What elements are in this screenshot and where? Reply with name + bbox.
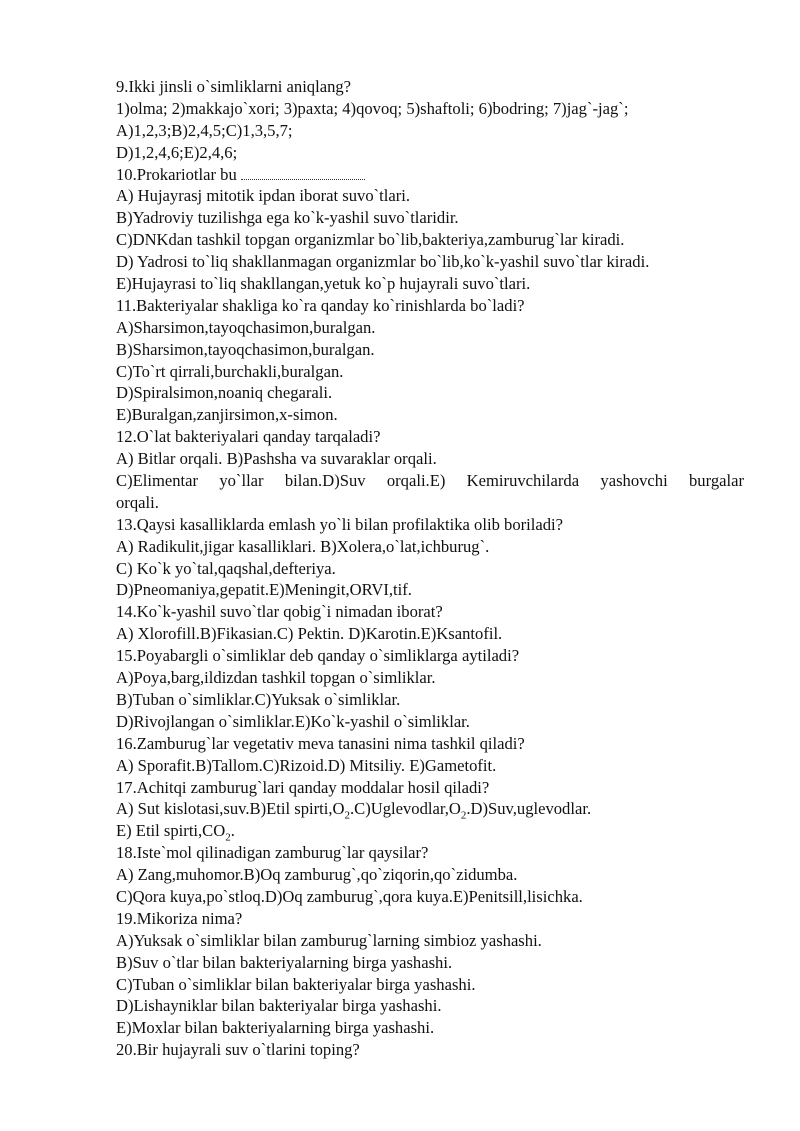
question-9-answers-d-e: D)1,2,4,6;E)2,4,6; [116,142,238,162]
answer-blank [241,170,365,180]
question-15-answer-a: A)Poya,barg,ildizdan tashkil topgan o`simliklar. [116,668,436,688]
question-19-answer-e: E)Moxlar bilan bakteriyalarning birga yashashi. [116,1018,435,1038]
answer-text: .D)Suv,uglevodlar. [466,799,592,819]
question-12-answers-continued: orqali. [116,492,159,512]
question-15: 15.Poyabargli o`simliklar deb qanday o`simliklarga aytiladi? [116,646,520,666]
subscript: 2 [460,809,467,822]
question-17-answers-a-d [116,798,744,820]
question-10-text: 10.Prokariotlar bu [116,164,237,184]
question-16-answers: A) Sporafit.B)Tallom.C)Rizoid.D) Mitsiliy. E)Gametofit. [116,755,497,775]
question-11-answer-c: C)To`rt qirrali,burchakli,buralgan. [116,361,344,381]
answer-text: E) Etil spirti,CO [116,821,226,841]
question-12: 12.O`lat bakteriyalari qanday tarqaladi? [116,427,381,447]
question-13-answer-c: C) Ko`k yo`tal,qaqshal,defteriya. [116,558,336,578]
question-16: 16.Zamburug`lar vegetativ meva tanasini nima tashkil qiladi? [116,733,525,753]
question-11-answer-a: A)Sharsimon,tayoqchasimon,buralgan. [116,317,376,337]
question-13-answers-a-b: A) Radikulit,jigar kasalliklari. B)Xolera,o`lat,ichburug`. [116,536,490,556]
question-17: 17.Achitqi zamburug`lari qanday moddalar hosil qiladi? [116,777,490,797]
question-19-answer-d: D)Lishayniklar bilan bakteriyalar birga yashashi. [116,996,442,1016]
document-page [116,76,744,1061]
answer-text: . [230,821,235,841]
question-11: 11.Bakteriyalar shakliga ko`ra qanday ko`rinishlarda bo`ladi? [116,295,525,315]
question-14: 14.Ko`k-yashil suvo`tlar qobig`i nimadan iborat? [116,602,443,622]
question-10-answer-d: D) Yadrosi to`liq shakllanmagan organizmlar bo`lib,ko`k-yashil suvo`tlar kiradi. [116,252,650,272]
question-10-answer-a: A) Hujayrasj mitotik ipdan iborat suvo`tlari. [116,186,411,206]
question-12-answers-a-b: A) Bitlar orqali. B)Pashsha va suvaraklar orqali. [116,449,437,469]
question-19-answer-a: A)Yuksak o`simliklar bilan zamburug`larning simbioz yashashi. [116,930,542,950]
question-10 [116,164,744,186]
question-11-answer-d: D)Spiralsimon,noaniq chegarali. [116,383,333,403]
question-11-answer-e: E)Buralgan,zanjirsimon,x-simon. [116,405,338,425]
question-10-answer-e: E)Hujayrasi to`liq shakllangan,yetuk ko`p hujayrali suvo`tlari. [116,274,531,294]
question-17-answer-e [116,820,744,842]
question-13-answers-d-e: D)Pneomaniya,gepatit.E)Meningit,ORVI,tif. [116,580,412,600]
question-15-answers-d-e: D)Rivojlangan o`simliklar.E)Ko`k-yashil o`simliklar. [116,711,470,731]
question-20: 20.Bir hujayrali suv o`tlarini toping? [116,1040,360,1060]
question-10-answer-b: B)Yadroviy tuzilishga ega ko`k-yashil suvo`tlaridir. [116,208,459,228]
question-18-answers-a-b: A) Zang,muhomor.B)Oq zamburug`,qo`ziqorin,qo`zidumba. [116,865,518,885]
question-13: 13.Qaysi kasalliklarda emlash yo`li bilan profilaktika olib boriladi? [116,514,563,534]
answer-text: A) Sut kislotasi,suv.B)Etil spirti,O [116,799,345,819]
question-11-answer-b: B)Sharsimon,tayoqchasimon,buralgan. [116,339,375,359]
question-18-answers-c-e: C)Qora kuya,po`stloq.D)Oq zamburug`,qora kuya.E)Penitsill,lisichka. [116,886,583,906]
answer-text: .C)Uglevodlar,O [349,799,461,819]
question-9: 9.Ikki jinsli o`simliklarni aniqlang? [116,77,352,96]
subscript: 2 [225,831,231,844]
question-10-answer-c: C)DNKdan tashkil topgan organizmlar bo`lib,bakteriya,zamburug`lar kiradi. [116,230,625,250]
question-19: 19.Mikoriza nima? [116,908,243,928]
subscript: 2 [344,809,350,822]
question-19-answer-b: B)Suv o`tlar bilan bakteriyalarning birga yashashi. [116,952,453,972]
question-9-options: 1)olma; 2)makkajo`xori; 3)paxta; 4)qovoq; 5)shaftoli; 6)bodring; 7)jag`-jag`; [116,98,629,118]
question-9-answers-a-c: A)1,2,3;B)2,4,5;C)1,3,5,7; [116,120,293,140]
question-14-answers: A) Xlorofill.B)Fikasian.C) Pektin. D)Karotin.E)Ksantofil. [116,624,503,644]
question-15-answers-b-c: B)Tuban o`simliklar.C)Yuksak o`simliklar. [116,689,401,709]
question-18: 18.Iste`mol qilinadigan zamburug`lar qaysilar? [116,843,429,863]
question-12-answers-c-e: C)Elimentar yo`llar bilan.D)Suv orqali.E) Kemiruvchilarda yashovchi burgalar [116,471,744,491]
question-19-answer-c: C)Tuban o`simliklar bilan bakteriyalar birga yashashi. [116,974,476,994]
